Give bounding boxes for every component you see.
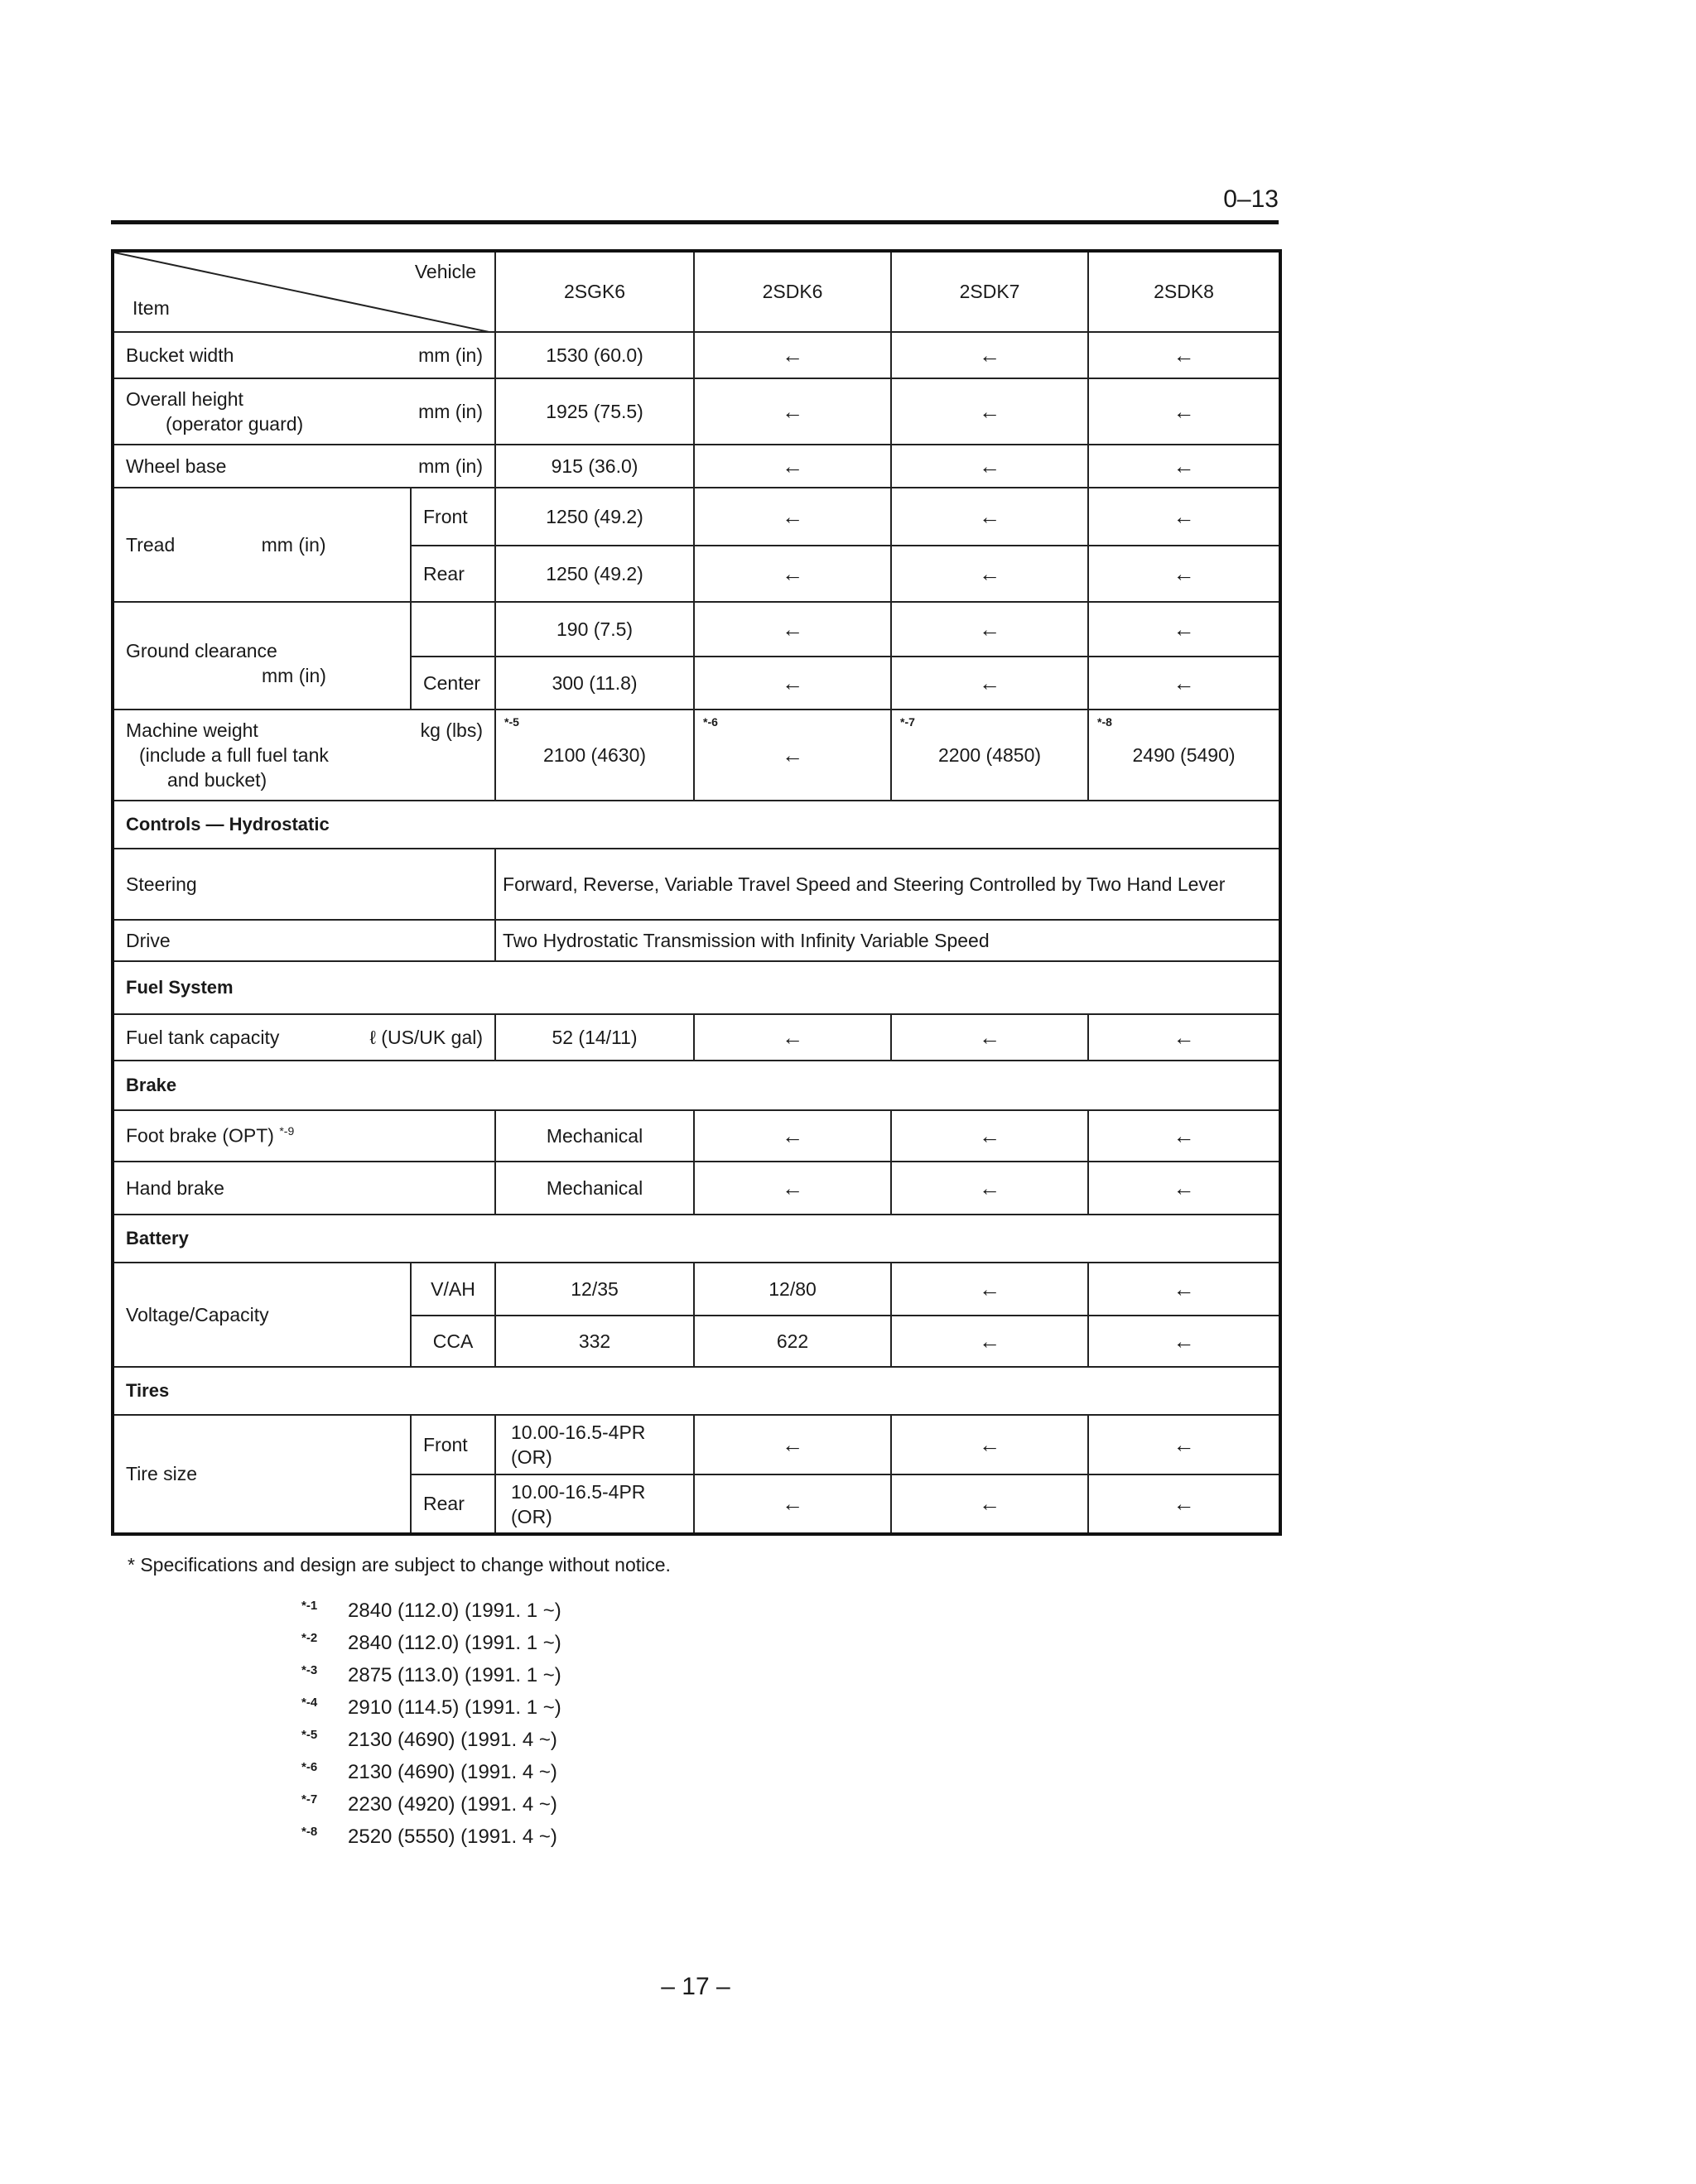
tire-front-label: Front (411, 1415, 495, 1474)
note-mark: *-8 (1097, 715, 1112, 729)
wheel-base-row (113, 445, 1280, 488)
battery-vah-row (113, 1263, 1280, 1316)
same-as-left-arrow: ← (694, 332, 891, 378)
foot-brake-label-cell (113, 1110, 495, 1162)
ground-clearance-center-label: Center (411, 657, 495, 710)
same-as-left-arrow: ← (891, 1263, 1088, 1316)
tread-rear-label: Rear (411, 546, 495, 602)
fuel-tank-unit: ℓ (US/UK gal) (369, 1026, 484, 1048)
same-as-left-arrow: ← (694, 546, 891, 602)
battery-vah-value: 12/80 (694, 1263, 891, 1316)
machine-weight-label: Machine weight (126, 719, 258, 741)
bucket-width-label: Bucket width (126, 344, 234, 366)
note-mark: *-8 (301, 1825, 318, 1839)
note-item (301, 1592, 561, 1624)
vehicle-header: Vehicle (414, 261, 477, 282)
header-rule (111, 220, 1279, 224)
same-as-left-arrow: ← (1088, 1474, 1280, 1534)
machine-weight-value: 2490 (5490) (1132, 743, 1236, 766)
drive-value: Two Hydrostatic Transmission with Infinity Variable Speed (495, 920, 1280, 961)
drive-label: Drive (113, 920, 495, 961)
same-as-left-arrow: ← (694, 1014, 891, 1061)
wheel-base-label: Wheel base (126, 455, 227, 477)
drive-row (113, 920, 1280, 961)
same-as-left-arrow: ← (891, 602, 1088, 657)
note-mark: *-6 (301, 1760, 318, 1774)
machine-weight-value: 2200 (4850) (937, 743, 1042, 766)
machine-weight-value-2sdk6-cell (694, 710, 891, 801)
foot-brake-label: Foot brake (OPT) (126, 1124, 274, 1147)
note-item (301, 1721, 561, 1753)
note-text: 2910 (114.5) (1991. 1 ~) (348, 1696, 561, 1719)
fuel-tank-label: Fuel tank capacity (126, 1026, 280, 1048)
note-item (301, 1753, 561, 1786)
same-as-left-arrow: ← (1088, 657, 1280, 710)
same-as-left-arrow: ← (891, 1316, 1088, 1367)
tread-label: Tread (126, 533, 176, 556)
tread-front-row (113, 488, 1280, 546)
note-mark: *-6 (703, 715, 718, 729)
tire-rear-value: 10.00-16.5-4PR (OR) (495, 1474, 694, 1534)
bucket-width-label-cell (113, 332, 495, 378)
same-as-left-arrow: ← (694, 1474, 891, 1534)
item-header: Item (132, 297, 170, 319)
fuel-section-row (113, 961, 1280, 1014)
same-as-left-arrow: ← (891, 1162, 1088, 1215)
brake-section-row (113, 1061, 1280, 1110)
ground-clearance-unit: mm (in) (262, 665, 326, 686)
section-title: Fuel System (113, 961, 1280, 1014)
same-as-left-arrow: ← (891, 1415, 1088, 1474)
overall-height-row (113, 378, 1280, 445)
note-text: 2130 (4690) (1991. 4 ~) (348, 1729, 557, 1751)
tread-unit: mm (in) (261, 533, 326, 556)
battery-section-row (113, 1215, 1280, 1263)
overall-height-unit: mm (in) (418, 400, 484, 422)
tire-front-row (113, 1415, 1280, 1474)
ground-clearance-label-cell (113, 602, 411, 710)
note-text: 2840 (112.0) (1991. 1 ~) (348, 1632, 561, 1654)
specification-table (111, 249, 1282, 1536)
note-text: 2230 (4920) (1991. 4 ~) (348, 1793, 557, 1816)
tire-front-value: 10.00-16.5-4PR (OR) (495, 1415, 694, 1474)
battery-cca-label: CCA (411, 1316, 495, 1367)
same-as-left-arrow: ← (891, 1014, 1088, 1061)
battery-vah-value: 12/35 (495, 1263, 694, 1316)
same-as-left-arrow: ← (1088, 445, 1280, 488)
overall-height-label-cell (113, 378, 495, 445)
model-2sdk8: 2SDK8 (1088, 251, 1280, 332)
same-as-left-arrow: ← (694, 602, 891, 657)
section-title: Controls — Hydrostatic (113, 801, 1280, 849)
foot-brake-row (113, 1110, 1280, 1162)
model-2sgk6: 2SGK6 (495, 251, 694, 332)
same-as-left-arrow: ← (782, 742, 804, 767)
note-mark: *-5 (301, 1728, 318, 1742)
wheel-base-label-cell (113, 445, 495, 488)
same-as-left-arrow: ← (1088, 602, 1280, 657)
controls-section-row (113, 801, 1280, 849)
section-title: Brake (113, 1061, 1280, 1110)
note-item (301, 1657, 561, 1689)
same-as-left-arrow: ← (1088, 378, 1280, 445)
same-as-left-arrow: ← (891, 1474, 1088, 1534)
machine-weight-value-2sdk8-cell (1088, 710, 1280, 801)
tread-front-value: 1250 (49.2) (495, 488, 694, 546)
same-as-left-arrow: ← (1088, 1316, 1280, 1367)
note-text: 2875 (113.0) (1991. 1 ~) (348, 1664, 561, 1686)
same-as-left-arrow: ← (694, 488, 891, 546)
bucket-width-value: 1530 (60.0) (495, 332, 694, 378)
machine-weight-value-2sdk7-cell (891, 710, 1088, 801)
note-mark: *-9 (279, 1124, 295, 1138)
battery-cca-value: 332 (495, 1316, 694, 1367)
same-as-left-arrow: ← (891, 332, 1088, 378)
note-item (301, 1689, 561, 1721)
tire-rear-label: Rear (411, 1474, 495, 1534)
same-as-left-arrow: ← (891, 657, 1088, 710)
machine-weight-row (113, 710, 1280, 801)
same-as-left-arrow: ← (694, 378, 891, 445)
note-mark: *-7 (301, 1792, 318, 1806)
fuel-tank-label-cell (113, 1014, 495, 1061)
hand-brake-row (113, 1162, 1280, 1215)
same-as-left-arrow: ← (891, 488, 1088, 546)
battery-vah-label: V/AH (411, 1263, 495, 1316)
same-as-left-arrow: ← (891, 1110, 1088, 1162)
ground-clearance-center-value: 300 (11.8) (495, 657, 694, 710)
steering-value: Forward, Reverse, Variable Travel Speed and Steering Controlled by Two Hand Lever (495, 849, 1280, 920)
same-as-left-arrow: ← (891, 546, 1088, 602)
same-as-left-arrow: ← (1088, 1263, 1280, 1316)
header-diagonal-cell (113, 251, 495, 332)
foot-brake-value: Mechanical (495, 1110, 694, 1162)
ground-clearance-value: 190 (7.5) (495, 602, 694, 657)
same-as-left-arrow: ← (694, 657, 891, 710)
fuel-tank-row (113, 1014, 1280, 1061)
same-as-left-arrow: ← (1088, 1415, 1280, 1474)
wheel-base-value: 915 (36.0) (495, 445, 694, 488)
same-as-left-arrow: ← (694, 1162, 891, 1215)
ground-clearance-blank-cell (411, 602, 495, 657)
ground-clearance-row (113, 602, 1280, 657)
notes-list (301, 1592, 561, 1850)
overall-height-sublabel: (operator guard) (166, 413, 304, 435)
model-2sdk6: 2SDK6 (694, 251, 891, 332)
tire-size-label: Tire size (113, 1415, 411, 1534)
machine-weight-label-cell (113, 710, 495, 801)
same-as-left-arrow: ← (1088, 332, 1280, 378)
same-as-left-arrow: ← (1088, 488, 1280, 546)
same-as-left-arrow: ← (694, 445, 891, 488)
note-mark: *-2 (301, 1631, 318, 1645)
bucket-width-row (113, 332, 1280, 378)
tread-label-cell (113, 488, 411, 602)
machine-weight-value-2sgk6-cell (495, 710, 694, 801)
same-as-left-arrow: ← (891, 445, 1088, 488)
overall-height-value: 1925 (75.5) (495, 378, 694, 445)
same-as-left-arrow: ← (694, 1415, 891, 1474)
note-mark: *-4 (301, 1696, 318, 1710)
note-mark: *-5 (504, 715, 519, 729)
same-as-left-arrow: ← (1088, 1162, 1280, 1215)
same-as-left-arrow: ← (891, 378, 1088, 445)
tread-front-label: Front (411, 488, 495, 546)
battery-label: Voltage/Capacity (113, 1263, 411, 1367)
overall-height-label: Overall height (126, 388, 243, 410)
same-as-left-arrow: ← (1088, 1014, 1280, 1061)
wheel-base-unit: mm (in) (418, 455, 484, 477)
footnote: * Specifications and design are subject to change without notice. (128, 1554, 671, 1575)
machine-weight-sublabel: (include a full fuel tank (139, 744, 329, 766)
note-mark: *-7 (900, 715, 915, 729)
steering-label: Steering (113, 849, 495, 920)
bucket-width-unit: mm (in) (418, 344, 484, 366)
note-text: 2520 (5550) (1991. 4 ~) (348, 1826, 557, 1848)
same-as-left-arrow: ← (1088, 546, 1280, 602)
note-text: 2130 (4690) (1991. 4 ~) (348, 1761, 557, 1783)
section-title: Tires (113, 1367, 1280, 1415)
page-number: 0–13 (1223, 185, 1279, 213)
section-title: Battery (113, 1215, 1280, 1263)
fuel-tank-value: 52 (14/11) (495, 1014, 694, 1061)
note-mark: *-3 (301, 1663, 318, 1677)
machine-weight-unit: kg (lbs) (420, 719, 484, 741)
machine-weight-value: 2100 (4630) (542, 743, 647, 766)
note-item (301, 1624, 561, 1657)
note-item (301, 1818, 561, 1850)
bottom-page-number: – 17 – (661, 1973, 730, 2000)
tread-rear-value: 1250 (49.2) (495, 546, 694, 602)
header-row (113, 251, 1280, 332)
steering-row (113, 849, 1280, 920)
note-text: 2840 (112.0) (1991. 1 ~) (348, 1600, 561, 1622)
hand-brake-label: Hand brake (113, 1162, 495, 1215)
machine-weight-sublabel-2: and bucket) (167, 769, 267, 791)
same-as-left-arrow: ← (1088, 1110, 1280, 1162)
model-2sdk7: 2SDK7 (891, 251, 1088, 332)
ground-clearance-label: Ground clearance (126, 640, 277, 661)
tires-section-row (113, 1367, 1280, 1415)
same-as-left-arrow: ← (694, 1110, 891, 1162)
battery-cca-value: 622 (694, 1316, 891, 1367)
hand-brake-value: Mechanical (495, 1162, 694, 1215)
note-item (301, 1786, 561, 1818)
note-mark: *-1 (301, 1599, 318, 1613)
